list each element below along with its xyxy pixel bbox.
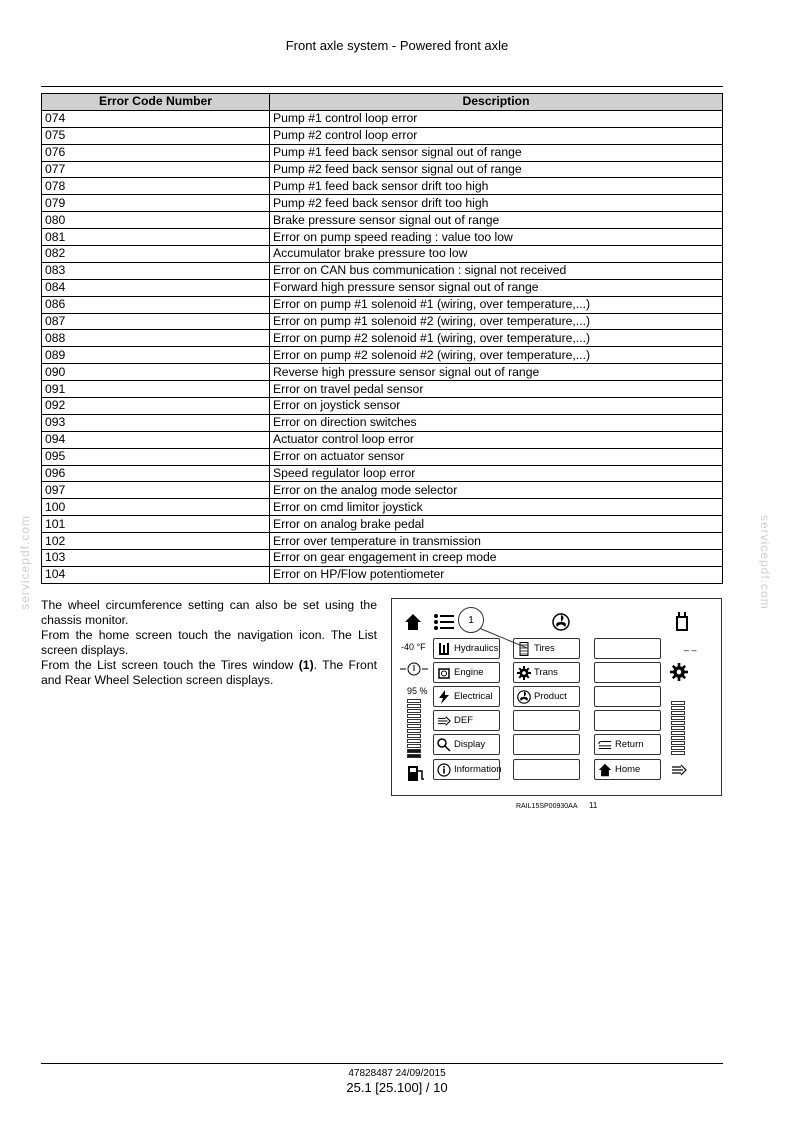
table-row [42, 364, 723, 381]
table-row [42, 330, 723, 347]
description-cell: Brake pressure sensor signal out of range [270, 212, 723, 229]
error-code-cell: 084 [42, 279, 270, 296]
engine-button[interactable] [433, 662, 500, 683]
fan-icon [552, 613, 570, 636]
information-label: Information [454, 764, 502, 775]
error-code-cell: 095 [42, 448, 270, 465]
fuel-gauge-bar [407, 754, 421, 758]
column-header-description: Description [270, 94, 723, 111]
error-code-cell: 086 [42, 296, 270, 313]
description-cell: Reverse high pressure sensor signal out of range [270, 364, 723, 381]
fuel-gauge-bar [407, 744, 421, 748]
paragraph-3 [41, 658, 377, 688]
error-code-cell: 100 [42, 499, 270, 516]
level-gauge-bar [671, 736, 685, 740]
fuel-gauge-bar [407, 729, 421, 733]
description-cell: Error on joystick sensor [270, 398, 723, 415]
figure-number: 11 [589, 801, 598, 810]
table-row [42, 499, 723, 516]
level-gauge-bar [671, 721, 685, 725]
table-row [42, 550, 723, 567]
description-cell: Error on cmd limitor joystick [270, 499, 723, 516]
def-button[interactable] [433, 710, 500, 731]
paragraph-3-text-end: . The Front and Rear Wheel Selection screen displays. [41, 658, 377, 687]
engine-icon [437, 666, 451, 680]
home-icon [598, 763, 612, 777]
instructions-text [41, 598, 377, 688]
description-cell: Pump #2 feed back sensor drift too high [270, 195, 723, 212]
error-code-cell: 081 [42, 229, 270, 246]
footer-divider [41, 1063, 723, 1064]
description-cell: Error on pump #2 solenoid #1 (wiring, over temperature,...) [270, 330, 723, 347]
error-code-cell: 102 [42, 533, 270, 550]
table-row [42, 516, 723, 533]
empty-button-c3r1[interactable] [594, 638, 661, 659]
description-cell: Forward high pressure sensor signal out of range [270, 279, 723, 296]
trans-label: Trans [534, 667, 558, 678]
level-gauge-bar [671, 746, 685, 750]
error-code-cell: 082 [42, 246, 270, 263]
description-cell: Error on travel pedal sensor [270, 381, 723, 398]
table-row [42, 313, 723, 330]
description-cell: Pump #2 feed back sensor signal out of range [270, 161, 723, 178]
chassis-monitor-figure [391, 598, 722, 796]
level-gauge-bar [671, 706, 685, 710]
table-row [42, 144, 723, 161]
home-button[interactable] [594, 759, 661, 780]
table-row [42, 533, 723, 550]
table-row [42, 482, 723, 499]
error-code-cell: 087 [42, 313, 270, 330]
empty-button-c2r4[interactable] [513, 710, 580, 731]
product-button[interactable] [513, 686, 580, 707]
column-header-code: Error Code Number [42, 94, 270, 111]
table-row [42, 414, 723, 431]
coolant-icon [400, 661, 428, 682]
empty-button-c3r2[interactable] [594, 662, 661, 683]
page-title: Front axle system - Powered front axle [285, 38, 509, 53]
information-button[interactable] [433, 759, 500, 780]
fuel-percent-label: 95 % [407, 686, 428, 696]
description-cell: Error on gear engagement in creep mode [270, 550, 723, 567]
return-icon [598, 738, 612, 752]
description-cell: Error on pump speed reading : value too low [270, 229, 723, 246]
info-icon [437, 763, 451, 777]
paragraph-3-text: From the List screen touch the Tires window [41, 658, 299, 672]
description-cell: Error on direction switches [270, 414, 723, 431]
home-label: Home [615, 764, 641, 775]
table-row [42, 279, 723, 296]
table-row [42, 178, 723, 195]
return-button[interactable] [594, 734, 661, 755]
empty-button-c3r3[interactable] [594, 686, 661, 707]
return-label: Return [615, 739, 644, 750]
table-row [42, 229, 723, 246]
description-cell: Speed regulator loop error [270, 465, 723, 482]
error-code-cell: 076 [42, 144, 270, 161]
header-divider [41, 86, 723, 87]
fuel-gauge-bar [407, 724, 421, 728]
error-code-cell: 080 [42, 212, 270, 229]
fuel-gauge-bar [407, 734, 421, 738]
fuel-gauge-bar [407, 749, 421, 753]
figure-caption: RAIL15SP00930AA [516, 803, 578, 810]
table-row [42, 127, 723, 144]
fuel-icon [406, 763, 426, 788]
table-row [42, 212, 723, 229]
table-row [42, 195, 723, 212]
error-code-cell: 104 [42, 566, 270, 583]
level-gauge-bar [671, 711, 685, 715]
implement-icon [675, 611, 689, 636]
fuel-gauge-bar [407, 739, 421, 743]
description-cell: Pump #1 feed back sensor signal out of range [270, 144, 723, 161]
trans-button[interactable] [513, 662, 580, 683]
display-label: Display [454, 739, 486, 750]
display-button[interactable] [433, 734, 500, 755]
error-code-cell: 089 [42, 347, 270, 364]
callout-1: 1 [458, 607, 484, 633]
empty-button-c3r4[interactable] [594, 710, 661, 731]
display-icon [437, 738, 451, 752]
error-code-table [41, 93, 723, 584]
empty-button-c2r5[interactable] [513, 734, 580, 755]
error-code-cell: 077 [42, 161, 270, 178]
error-code-cell: 078 [42, 178, 270, 195]
table-row [42, 381, 723, 398]
engine-label: Engine [454, 667, 484, 678]
table-row [42, 296, 723, 313]
electrical-button[interactable] [433, 686, 500, 707]
table-row [42, 448, 723, 465]
hydraulics-label: Hydraulics [454, 643, 499, 654]
table-row [42, 465, 723, 482]
level-gauge-bar [671, 701, 685, 705]
fuel-gauge-bar [407, 699, 421, 703]
fuel-gauge-bar [407, 714, 421, 718]
table-row [42, 161, 723, 178]
error-code-cell: 091 [42, 381, 270, 398]
error-code-cell: 103 [42, 550, 270, 567]
gear-icon [517, 666, 531, 680]
description-cell: Error on HP/Flow potentiometer [270, 566, 723, 583]
paragraph-1: The wheel circumference setting can also be set using the chassis monitor. [41, 598, 377, 627]
document-id: 47828487 24/09/2015 [348, 1068, 446, 1079]
tires-label: Tires [534, 643, 555, 654]
def-label: DEF [454, 715, 473, 726]
watermark-left: servicepdf.com [18, 515, 32, 610]
fuel-gauge-bar [407, 704, 421, 708]
error-code-cell: 074 [42, 110, 270, 127]
error-code-cell: 096 [42, 465, 270, 482]
table-row [42, 262, 723, 279]
paragraph-2: From the home screen touch the navigation icon. The List screen displays. [41, 628, 377, 657]
error-code-cell: 088 [42, 330, 270, 347]
description-cell: Error on pump #1 solenoid #1 (wiring, over temperature,...) [270, 296, 723, 313]
error-code-cell: 075 [42, 127, 270, 144]
description-cell: Error on pump #2 solenoid #2 (wiring, over temperature,...) [270, 347, 723, 364]
error-code-cell: 090 [42, 364, 270, 381]
description-cell: Error over temperature in transmission [270, 533, 723, 550]
description-cell: Pump #1 feed back sensor drift too high [270, 178, 723, 195]
description-cell: Error on pump #1 solenoid #2 (wiring, over temperature,...) [270, 313, 723, 330]
table-row [42, 566, 723, 583]
temperature-readout: -40 °F [401, 642, 426, 652]
electrical-label: Electrical [454, 691, 493, 702]
description-cell: Error on analog brake pedal [270, 516, 723, 533]
table-row [42, 431, 723, 448]
level-gauge-bar [671, 741, 685, 745]
product-label: Product [534, 691, 567, 702]
table-row [42, 110, 723, 127]
description-cell: Accumulator brake pressure too low [270, 246, 723, 263]
fuel-gauge-bar [407, 709, 421, 713]
level-gauge-bar [671, 716, 685, 720]
error-code-cell: 101 [42, 516, 270, 533]
paragraph-3-ref: (1) [298, 658, 314, 672]
error-code-cell: 079 [42, 195, 270, 212]
table-header-row [42, 94, 723, 111]
level-gauge-bar [671, 751, 685, 755]
description-cell: Pump #2 control loop error [270, 127, 723, 144]
fan-icon [517, 690, 531, 704]
description-cell: Error on actuator sensor [270, 448, 723, 465]
error-code-cell: 092 [42, 398, 270, 415]
right-readout: – – [684, 645, 697, 655]
empty-button-c2r6[interactable] [513, 759, 580, 780]
error-code-cell: 083 [42, 262, 270, 279]
page-number: 25.1 [25.100] / 10 [346, 1080, 448, 1095]
def-icon [437, 714, 451, 728]
level-gauge-bar [671, 726, 685, 730]
lightning-icon [437, 690, 451, 704]
description-cell: Error on CAN bus communication : signal not received [270, 262, 723, 279]
table-row [42, 246, 723, 263]
error-code-cell: 093 [42, 414, 270, 431]
description-cell: Actuator control loop error [270, 431, 723, 448]
fuel-gauge-bar [407, 719, 421, 723]
hydraulics-icon [437, 642, 451, 656]
error-code-cell: 097 [42, 482, 270, 499]
list-icon[interactable] [434, 614, 454, 635]
description-cell: Error on the analog mode selector [270, 482, 723, 499]
description-cell: Pump #1 control loop error [270, 110, 723, 127]
home-icon[interactable] [404, 613, 422, 636]
level-gauge-bar [671, 731, 685, 735]
table-row [42, 347, 723, 364]
watermark-right: servicepdf.com [758, 515, 772, 610]
error-code-cell: 094 [42, 431, 270, 448]
heat-icon [671, 762, 687, 783]
settings-gear-icon[interactable] [670, 663, 688, 686]
table-row [42, 398, 723, 415]
